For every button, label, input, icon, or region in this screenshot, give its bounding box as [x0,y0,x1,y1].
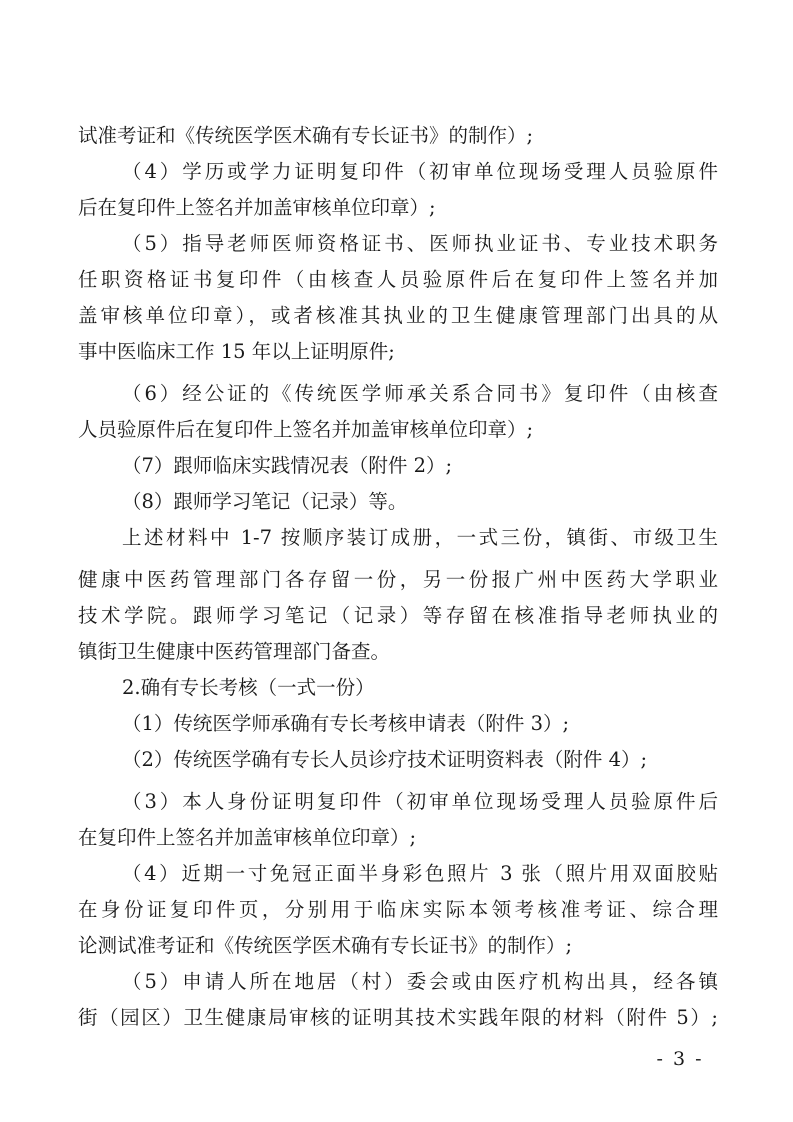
text-line: 试准考证和《传统医学医术确有专长证书》的制作）; [78,124,534,147]
text-line: 事中医临床工作 15 年以上证明原件; [78,340,395,363]
text-line: （1）传统医学师承确有专长考核申请表（附件 3）; [122,712,570,735]
text-line: （5）申请人所在地居（村）委会或由医疗机构出具，经各镇 [122,970,718,993]
text-line: 街（园区）卫生健康局审核的证明其技术实践年限的材料（附件 5）; [78,1006,718,1029]
text-line: （7）跟师临床实践情况表（附件 2）; [122,454,453,477]
text-line: 健康中医药管理部门各存留一份，另一份报广州中医药大学职业 [78,568,718,591]
page-number: - 3 - [656,1048,704,1070]
text-line: （4）学历或学力证明复印件（初审单位现场受理人员验原件 [122,160,718,183]
text-line: （8）跟师学习笔记（记录）等。 [122,490,408,513]
text-line: （2）传统医学确有专长人员诊疗技术证明资料表（附件 4）; [122,748,648,771]
text-line: 技术学院。跟师学习笔记（记录）等存留在核准指导老师执业的 [78,604,718,627]
text-line: 在复印件上签名并加盖审核单位印章）; [78,826,417,849]
text-line: （6）经公证的《传统医学师承关系合同书》复印件（由核查 [122,382,718,405]
section-heading: 2.确有专长考核（一式一份） [122,676,375,699]
text-line: 在身份证复印件页，分别用于临床实际本领考核准考证、综合理 [78,898,718,921]
text-line: 镇街卫生健康中医药管理部门备查。 [78,640,391,663]
text-line: 上述材料中 1-7 按顺序装订成册，一式三份，镇街、市级卫生 [122,526,718,549]
text-line: （4）近期一寸免冠正面半身彩色照片 3 张（照片用双面胶贴 [122,862,718,885]
text-line: 任职资格证书复印件（由核查人员验原件后在复印件上签名并加 [78,268,718,291]
text-line: 盖审核单位印章），或者核准其执业的卫生健康管理部门出具的从 [78,304,718,327]
text-line: 人员验原件后在复印件上签名并加盖审核单位印章）; [78,418,534,441]
text-line: （3）本人身份证明复印件（初审单位现场受理人员验原件后 [122,790,718,813]
text-line: 后在复印件上签名并加盖审核单位印章）; [78,196,436,219]
text-line: （5）指导老师医师资格证书、医师执业证书、专业技术职务 [122,232,718,255]
text-line: 论测试准考证和《传统医学医术确有专长证书》的制作）; [78,934,573,957]
